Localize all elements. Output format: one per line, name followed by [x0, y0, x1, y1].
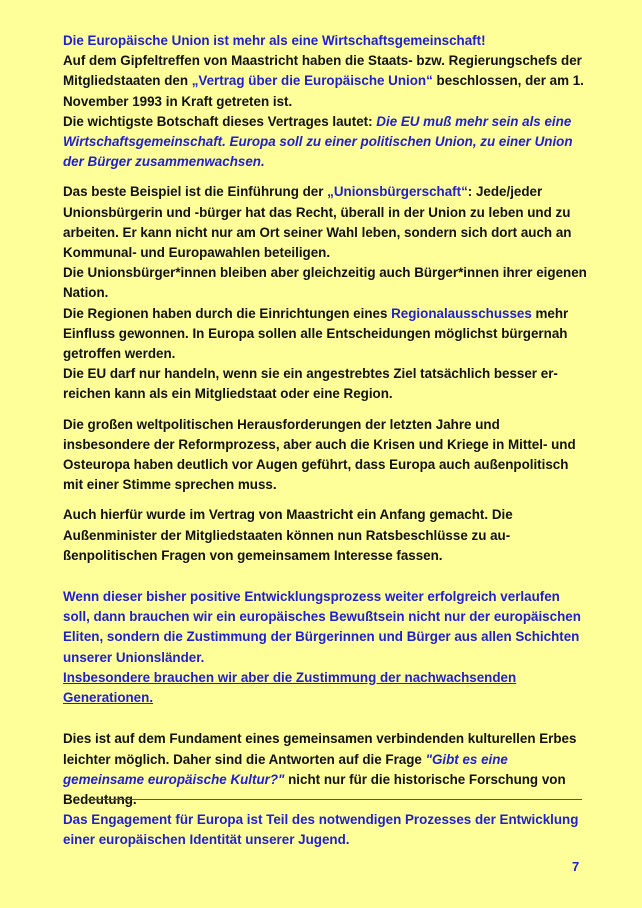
paragraph-message: [63, 112, 588, 173]
text-run: Die Regionen haben durch die Einrichtungen eines: [63, 305, 392, 321]
paragraph-nation: Die Unionsbürger*innen bleiben aber gleichzeitig auch Bürger*innen ihrer eigenen Nation.: [63, 265, 587, 301]
paragraph-generations: Insbesondere brauchen wir aber die Zustimmung der nachwachsenden Generationen.: [63, 669, 517, 706]
committee-term: Regionalausschusses: [391, 305, 532, 321]
text-run: beschlossen, der am 1. November 1993 in Kraft getreten ist.: [63, 73, 584, 109]
text-run: Auf dem Gipfeltreffen von Maastricht haben die Staats- bzw. Regierungschefs der Mitgliedstaaten den: [63, 53, 582, 89]
footer-divider: [88, 799, 582, 800]
text-run: nicht nur für die historische Forschung von Bedeutung.: [63, 771, 566, 807]
page-number: 7: [572, 859, 580, 874]
text-run: Das beste Beispiel ist die Einführung der: [63, 184, 328, 200]
paragraph-maastricht: [63, 51, 588, 112]
paragraph-regions: [63, 304, 588, 365]
paragraph-closing: Das Engagement für Europa ist Teil des notwendigen Prozesses der Entwicklung einer europäischen Identität unserer Jugend.: [63, 812, 579, 848]
text-run: : Jede/jeder Unionsbürgerin und -bürger hat das Recht, überall in der Union zu leben und zu arbeiten. Er kann nicht nur am Ort seiner Wahl leben, sondern sich dort auch an Kommunal- und Europawahlen beteiligen.: [63, 184, 572, 261]
paragraph-citizenship: [63, 182, 588, 263]
text-run: Dies ist auf dem Fundament eines gemeinsamen verbindenden kulturellen Erbes leichter möglich. Daher sind die Antworten auf die Frage: [63, 731, 577, 767]
paragraph-development: Wenn dieser bisher positive Entwicklungsprozess weiter erfolgreich verlaufen soll, dann brauchen wir ein europäisches Bewußtsein nicht nur der europäischen Eliten, sondern die Zustimmung der Bürgerinnen und Bürger aus allen Schichten unserer Unionsländer.: [63, 589, 581, 665]
document-body: [63, 31, 588, 851]
treaty-message: Die EU muß mehr sein als eine Wirtschaftsgemeinschaft. Europa soll zu einer politischen Union, zu einer Union der Bürger zusammenwachsen.: [63, 113, 573, 170]
text-run: mehr Einfluss gewonnen. In Europa sollen alle Entscheidungen möglichst bürgernah getroffen werden.: [63, 305, 569, 362]
heading: Die Europäische Union ist mehr als eine Wirtschaftsgemeinschaft!: [63, 33, 486, 48]
citizenship-term: „Unionsbürgerschaft“: [327, 184, 468, 200]
treaty-name: „Vertrag über die Europäische Union“: [191, 73, 433, 89]
text-run: Die wichtigste Botschaft dieses Vertrages lautet:: [63, 113, 377, 129]
paragraph-foreign-policy: Auch hierfür wurde im Vertrag von Maastricht ein Anfang gemacht. Die Außenminister der Mitgliedstaaten können nun Ratsbeschlüsse zu außenpolitischen Fragen von gemeinsamem Interesse fassen.: [63, 507, 513, 563]
paragraph-subsidiarity: Die EU darf nur handeln, wenn sie ein angestrebtes Ziel tatsächlich besser erreichen kann als ein Mitgliedstaat oder eine Region.: [63, 366, 558, 402]
paragraph-culture: [63, 729, 588, 810]
paragraph-challenges: Die großen weltpolitischen Herausforderungen der letzten Jahre und insbesondere der Reformprozess, aber auch die Krisen und Kriege in Mittel- und Osteuropa haben deutlich vor Augen geführt, dass Europa auch außenpolitisch mit einer Stimme sprechen muss.: [63, 416, 576, 493]
culture-question: "Gibt es eine gemeinsame europäische Kultur?": [63, 751, 508, 787]
